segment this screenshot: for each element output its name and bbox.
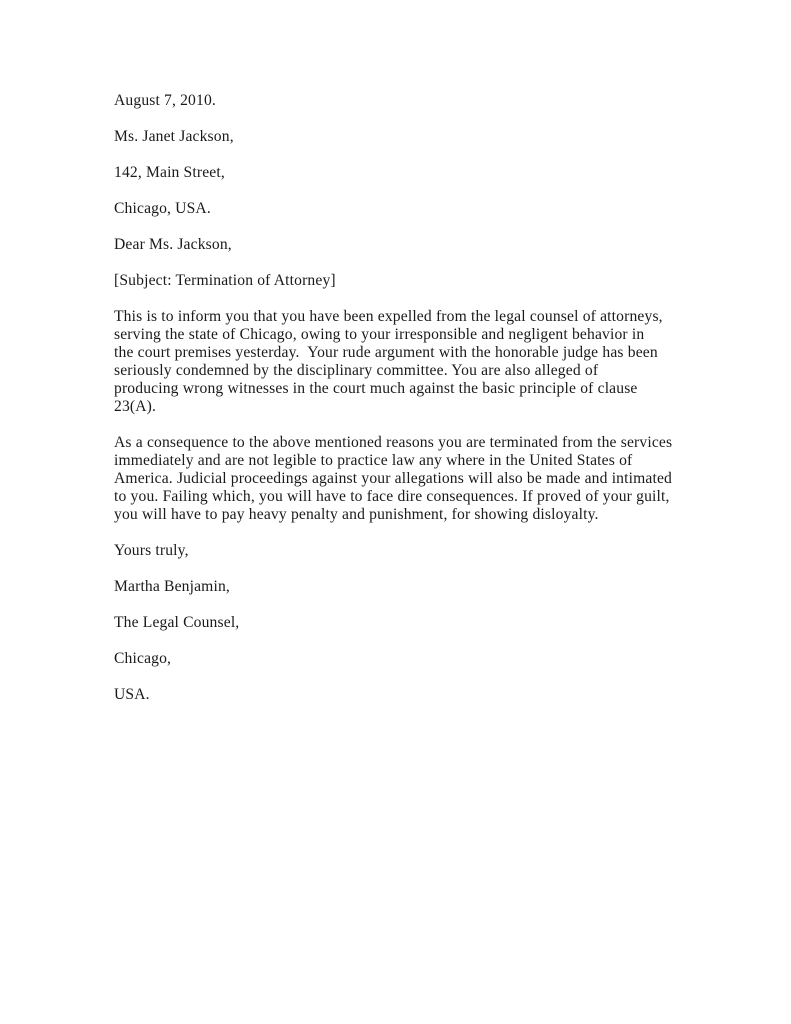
sender-title: The Legal Counsel,	[114, 614, 240, 631]
subject-line: [Subject: Termination of Attorney]	[114, 272, 336, 289]
recipient-city: Chicago, USA.	[114, 200, 211, 217]
letter-date: August 7, 2010.	[114, 92, 216, 109]
sender-country: USA.	[114, 686, 150, 703]
body-paragraph-1: This is to inform you that you have been expelled from the legal counsel of attorneys, serving the state of Chicago, owing to your irresponsible and negligent behavior in the court premises yesterday. Your rude argument with the honorable judge has been seriously condemned by the disciplinary committee. You are also alleged of producing wrong witnesses in the court much against the basic principle of clause 23(A).	[114, 308, 667, 415]
salutation: Dear Ms. Jackson,	[114, 236, 232, 253]
sender-city: Chicago,	[114, 650, 172, 667]
body-paragraph-2: As a consequence to the above mentioned reasons you are terminated from the services immediately and are not legible to practice law any where in the United States of America. Judicial proceedings against your allegations will also be made and intimated to you. Failing which, you will have to face dire consequences. If proved of your guilt, you will have to pay heavy penalty and punishment, for showing disloyalty.	[114, 434, 677, 523]
recipient-street: 142, Main Street,	[114, 164, 225, 181]
letter-body	[114, 92, 680, 722]
sender-name: Martha Benjamin,	[114, 578, 230, 595]
recipient-name: Ms. Janet Jackson,	[114, 128, 234, 145]
closing-salutation: Yours truly,	[114, 542, 189, 559]
